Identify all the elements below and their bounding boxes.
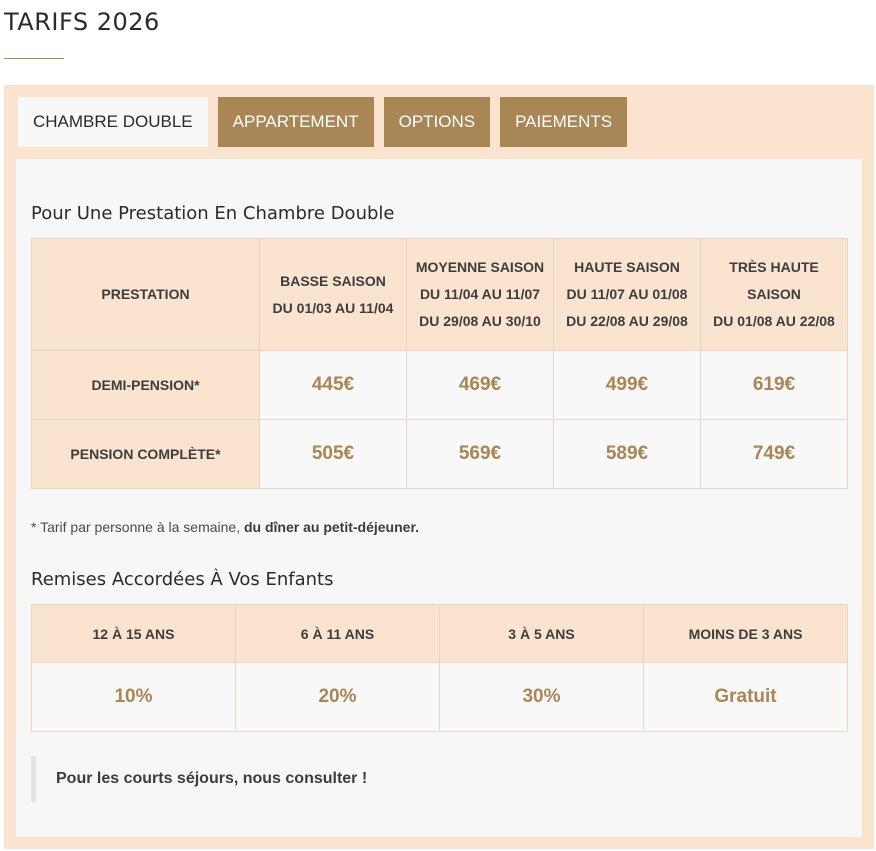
column-title: SAISON [747,286,801,302]
children-discount-table [31,604,848,732]
tab-appartement[interactable]: APPARTEMENT [218,97,374,147]
discount-cell: 20% [236,663,440,732]
price-cell: 619€ [701,351,848,420]
tariff-panel [4,85,874,849]
column-header-haute-saison [554,239,701,351]
price-cell: 749€ [701,420,848,489]
season-dates: DU 11/07 AU 01/08 [566,286,688,302]
tab-options[interactable]: OPTIONS [384,97,491,147]
pricing-table [31,238,848,489]
table-row [32,663,848,732]
footnote-text: * Tarif par personne à la semaine, [31,519,241,535]
short-stay-callout [31,756,431,802]
column-header-6-11: 6 À 11 ANS [236,605,440,663]
pricing-footnote [31,519,419,535]
price-cell: 505€ [260,420,407,489]
pricing-header-row [32,239,848,351]
season-dates: DU 01/03 AU 11/04 [272,299,394,316]
column-header-tres-haute-saison [701,239,848,351]
title-underline [4,58,64,59]
price-cell: 499€ [554,351,701,420]
children-heading: Remises Accordées À Vos Enfants [31,569,334,590]
price-cell: 569€ [407,420,554,489]
season-dates: DU 01/08 AU 22/08 [713,313,835,329]
discount-cell: 10% [32,663,236,732]
season-dates: DU 22/08 AU 29/08 [566,313,688,329]
column-header-moins-3: MOINS DE 3 ANS [644,605,848,663]
table-row [32,351,848,420]
column-header-12-15: 12 À 15 ANS [32,605,236,663]
table-row [32,420,848,489]
callout-text: Pour les courts séjours, nous consulter ! [56,770,368,787]
column-title: BASSE SAISON [280,272,386,289]
column-header-moyenne-saison [407,239,554,351]
column-title: HAUTE SAISON [574,259,680,275]
discount-cell: Gratuit [644,663,848,732]
season-dates: DU 11/04 AU 11/07 [419,286,541,302]
column-title: TRÈS HAUTE [729,259,819,275]
pricing-heading: Pour Une Prestation En Chambre Double [31,203,395,224]
tab-chambre-double[interactable]: CHAMBRE DOUBLE [18,97,208,147]
row-label-pension-complete: PENSION COMPLÈTE* [32,420,260,489]
price-cell: 469€ [407,351,554,420]
tab-bar [18,97,637,147]
column-title: PRESTATION [101,286,190,302]
column-header-prestation [32,239,260,351]
page-title: TARIFS 2026 [4,8,160,36]
discount-cell: 30% [440,663,644,732]
tab-paiements[interactable]: PAIEMENTS [500,97,627,147]
column-title: MOYENNE SAISON [415,259,545,275]
footnote-bold-text: du dîner au petit-déjeuner. [243,519,420,535]
children-header-row [32,605,848,663]
column-header-basse-saison [260,239,407,351]
column-header-3-5: 3 À 5 ANS [440,605,644,663]
season-dates: DU 29/08 AU 30/10 [419,313,541,329]
tab-content [16,159,862,837]
row-label-demi-pension: DEMI-PENSION* [32,351,260,420]
price-cell: 445€ [260,351,407,420]
price-cell: 589€ [554,420,701,489]
